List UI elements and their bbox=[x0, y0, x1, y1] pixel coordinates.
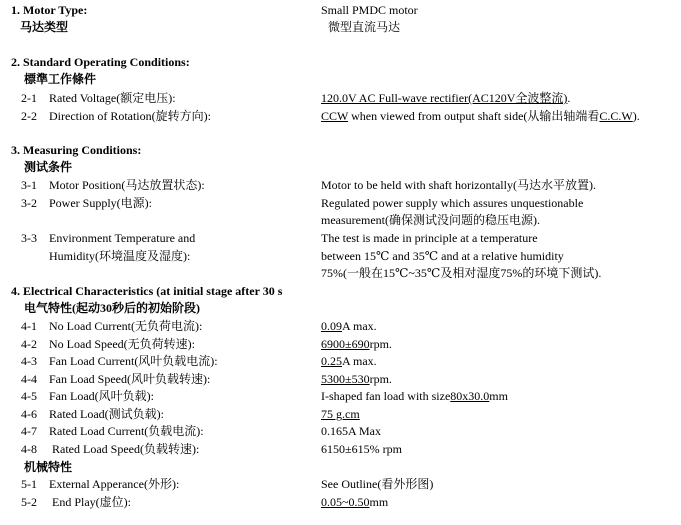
item-number: 2-2 bbox=[21, 109, 37, 123]
external-appearance-value: See Outline(看外形图) bbox=[321, 477, 434, 491]
mechanical-characteristics-heading-cn: 机械特性 bbox=[24, 460, 73, 474]
rated-voltage-value-suffix: . bbox=[567, 91, 571, 105]
value-unit: rpm. bbox=[369, 372, 392, 386]
fan-load-speed-value bbox=[321, 372, 392, 386]
fan-load-value bbox=[321, 389, 508, 403]
value-unit: A max. bbox=[342, 354, 377, 368]
environment-label: Environment Temperature and bbox=[49, 231, 196, 245]
rotation-direction-value bbox=[321, 109, 640, 123]
environment-value-line2: between 15℃ and 35℃ and at a relative humidity bbox=[321, 249, 564, 263]
item-number: 4-2 bbox=[21, 337, 37, 351]
end-play-value bbox=[321, 495, 388, 509]
item-number: 4-3 bbox=[21, 354, 37, 368]
value-unit: mm bbox=[489, 389, 508, 403]
power-supply-label: Power Supply(电源): bbox=[49, 196, 152, 210]
rated-load-current-label: Rated Load Current(负载电流): bbox=[49, 424, 204, 438]
no-load-speed-label: No Load Speed(无负荷转速): bbox=[49, 337, 195, 351]
item-number: 2-1 bbox=[21, 91, 37, 105]
rotation-ccw: CCW bbox=[321, 109, 349, 123]
item-number: 3-2 bbox=[21, 196, 37, 210]
rated-load-speed-label: Rated Load Speed(负载转速): bbox=[52, 442, 200, 456]
end-play-label: End Play(虚位): bbox=[52, 495, 131, 509]
measuring-conditions-heading: 3. Measuring Conditions: bbox=[11, 143, 142, 157]
fan-load-label: Fan Load(风叶负载): bbox=[49, 389, 154, 403]
item-number: 4-6 bbox=[21, 407, 37, 421]
fan-load-current-label: Fan Load Current(风叶负载电流): bbox=[49, 354, 218, 368]
value-number: 6900±690 bbox=[321, 337, 370, 351]
rated-load-label: Rated Load(测试负载): bbox=[49, 407, 164, 421]
value-number: 0.25 bbox=[321, 354, 342, 368]
motor-type-heading: 1. Motor Type: bbox=[11, 3, 88, 17]
item-number: 3-3 bbox=[21, 231, 37, 245]
item-number: 4-7 bbox=[21, 424, 37, 438]
value-prefix: I-shaped fan load with size bbox=[321, 389, 451, 403]
item-number: 3-1 bbox=[21, 178, 37, 192]
fan-load-speed-label: Fan Load Speed(风叶负载转速): bbox=[49, 372, 211, 386]
motor-position-label: Motor Position(马达放置状态): bbox=[49, 178, 205, 192]
rated-load-value bbox=[321, 407, 360, 421]
motor-position-value: Motor to be held with shaft horizontally(马达水平放置). bbox=[321, 178, 596, 192]
motor-type-value-cn: 微型直流马达 bbox=[328, 20, 401, 34]
rotation-desc: when viewed from output shaft side(从输出轴端看 bbox=[348, 109, 600, 123]
external-appearance-label: External Apperance(外形): bbox=[49, 477, 180, 491]
value-unit: mm bbox=[369, 495, 389, 509]
item-number: 4-8 bbox=[21, 442, 37, 456]
rated-load-current-value: 0.165A Max bbox=[321, 424, 381, 438]
item-number: 4-4 bbox=[21, 372, 37, 386]
rated-load-speed-value: 6150±615% rpm bbox=[321, 442, 402, 456]
no-load-speed-value bbox=[321, 337, 392, 351]
value-number: 5300±530 bbox=[321, 372, 370, 386]
value-number: 75 g.cm bbox=[321, 407, 360, 421]
power-supply-value-line2: measurement(确保测试没问题的稳压电源). bbox=[321, 213, 540, 227]
value-number: 80x30.0 bbox=[450, 389, 490, 403]
rotation-direction-label: Direction of Rotation(旋转方向): bbox=[49, 109, 211, 123]
rotation-ccw-abbr: C.C.W bbox=[599, 109, 633, 123]
value-number: 0.05~0.50 bbox=[321, 495, 370, 509]
fan-load-current-value bbox=[321, 354, 377, 368]
electrical-characteristics-heading: 4. Electrical Characteristics (at initial stage after 30 s bbox=[11, 284, 283, 298]
no-load-current-value bbox=[321, 319, 377, 333]
motor-type-heading-cn: 马达类型 bbox=[20, 20, 69, 34]
rotation-close: ). bbox=[632, 109, 640, 123]
rated-voltage-label: Rated Voltage(额定电压): bbox=[49, 91, 176, 105]
value-unit: A max. bbox=[342, 319, 377, 333]
item-number: 4-5 bbox=[21, 389, 37, 403]
item-number: 5-1 bbox=[21, 477, 37, 491]
operating-conditions-heading-cn: 標準工作條件 bbox=[24, 72, 97, 86]
value-number: 0.09 bbox=[321, 319, 342, 333]
rated-voltage-value bbox=[321, 91, 570, 105]
motor-type-value: Small PMDC motor bbox=[321, 3, 418, 17]
power-supply-value-line1: Regulated power supply which assures unquestionable bbox=[321, 196, 584, 210]
no-load-current-label: No Load Current(无负荷电流): bbox=[49, 319, 203, 333]
rated-voltage-value-underlined: 120.0V AC Full-wave rectifier(AC120V全波整流) bbox=[321, 91, 568, 105]
humidity-label: Humidity(环境温度及湿度): bbox=[49, 249, 191, 263]
environment-value-line1: The test is made in principle at a temperature bbox=[321, 231, 538, 245]
electrical-characteristics-heading-cn: 电气特性(起动30秒后的初始阶段) bbox=[24, 301, 200, 315]
environment-value-line3: 75%(一般在15℃~35℃及相对湿度75%的环境下测试). bbox=[321, 266, 602, 280]
item-number: 5-2 bbox=[21, 495, 37, 509]
measuring-conditions-heading-cn: 测试条件 bbox=[24, 160, 73, 174]
operating-conditions-heading: 2. Standard Operating Conditions: bbox=[11, 55, 190, 69]
value-unit: rpm. bbox=[369, 337, 392, 351]
item-number: 4-1 bbox=[21, 319, 37, 333]
